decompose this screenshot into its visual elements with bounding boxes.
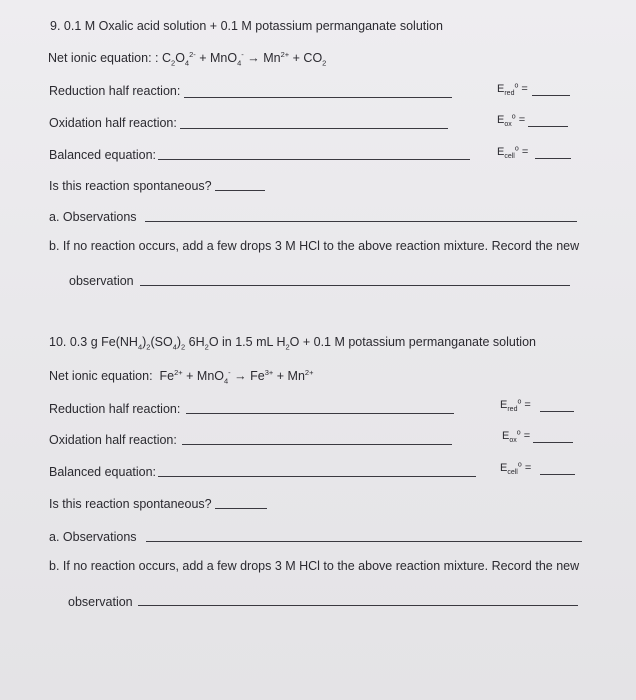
- q9-net-label: Net ionic equation: :: [48, 51, 159, 65]
- q9-title-text: 9. 0.1 M Oxalic acid solution + 0.1 M potassium permanganate solution: [50, 19, 443, 33]
- q9-reduction-label: Reduction half reaction:: [49, 84, 181, 98]
- q10-part-b-label: b. If no reaction occurs, add a few drops 3 M HCl to the above reaction mixture. Record the new: [49, 559, 580, 573]
- q9-eox-blank[interactable]: [528, 126, 568, 127]
- q9-reaction: $C_2O_4^{2-} + MnO_4^- \to Mn^{2+} + CO_2$: [161, 49, 327, 68]
- q10-observations-blank[interactable]: [146, 541, 582, 542]
- reaction-arrow-icon: →: [230, 369, 251, 383]
- q10-ecell-blank[interactable]: [540, 474, 575, 475]
- q9-spontaneous-label: Is this reaction spontaneous?: [49, 179, 212, 193]
- q9-part-b-label: b. If no reaction occurs, add a few drops 3 M HCl to the above reaction mixture. Record the new: [49, 239, 580, 253]
- q9-part-b-observation-blank[interactable]: [140, 285, 570, 286]
- q9-observations-blank[interactable]: [145, 221, 577, 222]
- q10-oxidation-label: Oxidation half reaction:: [49, 433, 177, 447]
- q9-ered-blank[interactable]: [532, 95, 570, 96]
- q10-eox-blank[interactable]: [533, 442, 573, 443]
- q10-reduction-label: Reduction half reaction:: [49, 402, 181, 416]
- q9-spontaneous-blank[interactable]: [215, 190, 265, 191]
- q9-title: [50, 18, 443, 34]
- q10-reaction: $Fe^{2+} + MnO_4^- \to Fe^{3+} + Mn^{2+}$: [159, 367, 314, 386]
- q10-title: 10. 0.3 g $Fe(NH_4)_2(SO_4)_2$ $6H_2O$ in 1.5 mL $H_2O + 0.1$ M potassium permanganate solution: [49, 335, 536, 352]
- q9-observations-label: a. Observations: [49, 210, 137, 224]
- q9-ecell-blank[interactable]: [535, 158, 571, 159]
- q10-reduction-blank[interactable]: [186, 413, 454, 414]
- q10-spontaneous-label: Is this reaction spontaneous?: [49, 497, 212, 511]
- q9-ecell-label: $E_{cell}^o$ =: [497, 145, 529, 161]
- q10-balanced-label: Balanced equation:: [49, 465, 157, 479]
- q9-oxidation-label: Oxidation half reaction:: [49, 116, 177, 130]
- q10-ered-blank[interactable]: [540, 411, 574, 412]
- q10-eox-label: $E_{ox}^o$ =: [502, 429, 531, 445]
- q10-ered-label: $E_{red}^o$ =: [500, 398, 531, 414]
- q9-reduction-blank[interactable]: [184, 97, 452, 98]
- q9-eox-label: $E_{ox}^o$ =: [497, 113, 526, 129]
- reaction-arrow-icon: →: [243, 51, 264, 65]
- q9-oxidation-blank[interactable]: [180, 128, 448, 129]
- q10-part-b-observation-label: observation: [68, 595, 133, 609]
- q10-observations-label: a. Observations: [49, 530, 137, 544]
- q9-balanced-label: Balanced equation:: [49, 148, 157, 162]
- q10-ecell-label: $E_{cell}^o$ =: [500, 461, 532, 477]
- q10-net-label: Net ionic equation:: [49, 369, 153, 383]
- q10-balanced-blank[interactable]: [158, 476, 476, 477]
- q10-net-ionic-equation: [49, 368, 313, 384]
- q9-part-b-observation-label: observation: [69, 274, 134, 288]
- q9-net-ionic-equation: [48, 50, 326, 66]
- q10-spontaneous-blank[interactable]: [215, 508, 267, 509]
- q10-oxidation-blank[interactable]: [182, 444, 452, 445]
- q9-ered-label: $E_{red}^o$ =: [497, 82, 528, 98]
- q10-part-b-observation-blank[interactable]: [138, 605, 578, 606]
- q9-balanced-blank[interactable]: [158, 159, 470, 160]
